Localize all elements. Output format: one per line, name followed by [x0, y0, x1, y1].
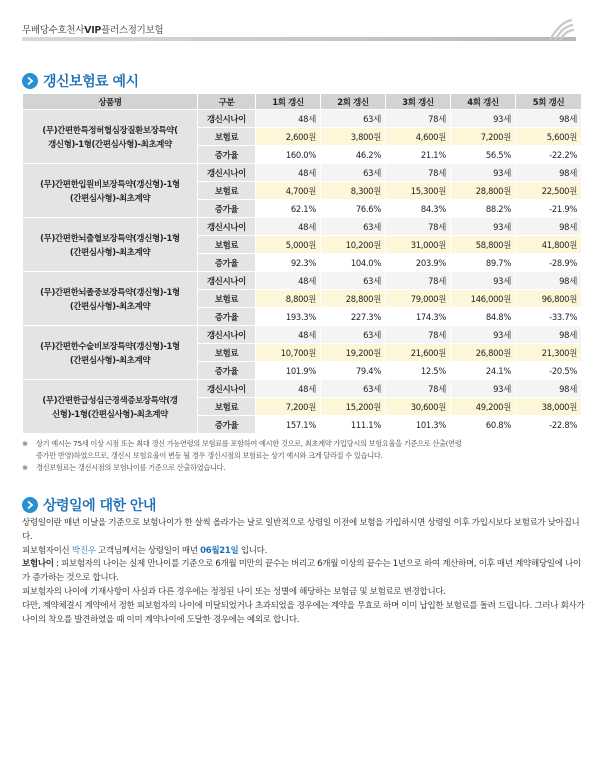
table-cell: 3,800원	[321, 128, 386, 146]
table-cell: -22.2%	[516, 146, 582, 164]
table-cell: 93세	[451, 164, 516, 182]
table-cell: 93세	[451, 110, 516, 128]
table-cell: 31,000원	[386, 236, 451, 254]
table-cell: 84.8%	[451, 308, 516, 326]
row-label: 보험료	[198, 128, 256, 146]
insured-name: 박진우	[71, 545, 96, 556]
table-cell: 48세	[256, 110, 321, 128]
table-cell: 4,700원	[256, 182, 321, 200]
table-cell: 48세	[256, 272, 321, 290]
table-cell: 79.4%	[321, 362, 386, 380]
product-name: (무)간편한뇌졸중보장특약(갱신형)-1형 (간편심사형)-최초계약	[23, 272, 198, 326]
renewal-premium-table	[22, 93, 582, 434]
table-cell: 146,000원	[451, 290, 516, 308]
row-label: 증가율	[198, 416, 256, 434]
table-cell: 48세	[256, 164, 321, 182]
paragraph: 보험나이 : 피보험자의 나이는 실제 만나이를 기준으로 6개월 미만의 끝수는 버리고 6개월 이상의 끝수는 1년으로 하여 계산하며, 이후 매년 계약해당일에 나이가 증가하는 것으로 합니다.	[22, 559, 581, 584]
table-cell: 49,200원	[451, 398, 516, 416]
table-cell: 21.1%	[386, 146, 451, 164]
company-logo-icon	[546, 18, 576, 42]
table-cell: 78세	[386, 110, 451, 128]
table-row	[23, 110, 582, 128]
table-cell: 78세	[386, 326, 451, 344]
table-cell: 10,200원	[321, 236, 386, 254]
table-cell: 28,800원	[451, 182, 516, 200]
table-cell: 56.5%	[451, 146, 516, 164]
table-cell: 89.7%	[451, 254, 516, 272]
col-header: 구분	[198, 94, 256, 110]
table-cell: 63세	[321, 218, 386, 236]
col-header: 1회 갱신	[256, 94, 321, 110]
table-cell: 78세	[386, 164, 451, 182]
table-cell: 19,200원	[321, 344, 386, 362]
table-cell: 93세	[451, 218, 516, 236]
table-cell: 227.3%	[321, 308, 386, 326]
table-cell: 5,600원	[516, 128, 582, 146]
table-cell: -20.5%	[516, 362, 582, 380]
table-cell: 157.1%	[256, 416, 321, 434]
table-cell: 5,000원	[256, 236, 321, 254]
table-cell: 78세	[386, 272, 451, 290]
table-cell: 38,000원	[516, 398, 582, 416]
chevron-right-icon	[22, 497, 38, 513]
table-cell: 62.1%	[256, 200, 321, 218]
table-cell: 8,800원	[256, 290, 321, 308]
table-cell: 111.1%	[321, 416, 386, 434]
table-cell: 10,700원	[256, 344, 321, 362]
table-cell: 30,600원	[386, 398, 451, 416]
table-cell: -33.7%	[516, 308, 582, 326]
table-cell: 24.1%	[451, 362, 516, 380]
table-cell: 2,600원	[256, 128, 321, 146]
document-title: 무배당수호천사VIP플러스정기보험	[22, 25, 164, 36]
table-cell: 22,500원	[516, 182, 582, 200]
row-label: 증가율	[198, 254, 256, 272]
table-cell: 63세	[321, 380, 386, 398]
note-mark: ※	[22, 463, 28, 472]
table-cell: 88.2%	[451, 200, 516, 218]
table-cell: 4,600원	[386, 128, 451, 146]
paragraph: 상령일이란 매년 이날을 기준으로 보험나이가 한 살씩 올라가는 날로 일반적으로 상령일 이전에 보험을 가입하시면 상령일 이후 가입시보다 보험료가 낮아집니다.	[22, 518, 580, 542]
table-cell: 78세	[386, 218, 451, 236]
col-header: 3회 갱신	[386, 94, 451, 110]
table-cell: 93세	[451, 326, 516, 344]
table-cell: -28.9%	[516, 254, 582, 272]
table-row	[23, 272, 582, 290]
table-cell: 48세	[256, 380, 321, 398]
table-cell: 101.3%	[386, 416, 451, 434]
row-label: 증가율	[198, 146, 256, 164]
row-label: 갱신시나이	[198, 218, 256, 236]
note-text: 경신보험료는 갱신시점의 보험나이를 기준으로 산출하였습니다.	[36, 463, 226, 472]
table-cell: 15,300원	[386, 182, 451, 200]
table-row	[23, 218, 582, 236]
note-mark: ※	[22, 439, 28, 448]
table-cell: 76.6%	[321, 200, 386, 218]
table-cell: -21.9%	[516, 200, 582, 218]
note-text: 증가만 반영)하였으므로, 갱신시 보험요율이 변동 될 경우 갱신시점의 보험료는 상기 예시와 크게 달라질 수 있습니다.	[36, 450, 383, 460]
table-cell: 78세	[386, 380, 451, 398]
table-cell: 96,800원	[516, 290, 582, 308]
row-label: 보험료	[198, 398, 256, 416]
row-label: 증가율	[198, 362, 256, 380]
note-text: 상기 예시는 75세 이상 시점 또는 최대 갱신 가능연령의 보험료를 포함하여 예시한 것으로, 최초계약 가입당시의 보험요율을 기준으로 산출(연령	[36, 439, 462, 448]
col-header: 5회 갱신	[516, 94, 582, 110]
chevron-right-icon	[22, 73, 38, 89]
product-name: (무)간편한급성심근경색증보장특약(갱 신형)-1형(간편심사형)-최초계약	[23, 380, 198, 434]
table-cell: 46.2%	[321, 146, 386, 164]
table-cell: 8,300원	[321, 182, 386, 200]
table-cell: 21,600원	[386, 344, 451, 362]
table-cell: 160.0%	[256, 146, 321, 164]
table-cell: 48세	[256, 218, 321, 236]
table-cell: 63세	[321, 110, 386, 128]
col-header: 상품명	[23, 94, 198, 110]
table-cell: 98세	[516, 218, 582, 236]
row-label: 보험료	[198, 344, 256, 362]
row-label: 증가율	[198, 200, 256, 218]
table-cell: 7,200원	[256, 398, 321, 416]
row-label: 보험료	[198, 290, 256, 308]
product-name: (무)간편한특정허혈심장질환보장특약( 갱신형)-1형(간편심사형)-최초계약	[23, 110, 198, 164]
table-cell: 93세	[451, 380, 516, 398]
product-name: (무)간편한입원비보장특약(갱신형)-1형 (간편심사형)-최초계약	[23, 164, 198, 218]
table-cell: 104.0%	[321, 254, 386, 272]
table-cell: 12.5%	[386, 362, 451, 380]
row-label: 갱신시나이	[198, 380, 256, 398]
table-row	[23, 326, 582, 344]
paragraph: 피보험자이신 박진우 고객님께서는 상령일이 매년 06월21일 입니다.	[22, 545, 267, 556]
table-cell: 101.9%	[256, 362, 321, 380]
header-divider	[22, 37, 576, 41]
product-name: (무)간편한뇌출혈보장특약(갱신형)-1형 (간편심사형)-최초계약	[23, 218, 198, 272]
table-row	[23, 380, 582, 398]
table-cell: 28,800원	[321, 290, 386, 308]
table-notes	[22, 438, 587, 474]
col-header: 2회 갱신	[321, 94, 386, 110]
row-label: 갱신시나이	[198, 164, 256, 182]
table-cell: 58,800원	[451, 236, 516, 254]
table-cell: -22.8%	[516, 416, 582, 434]
table-cell: 193.3%	[256, 308, 321, 326]
table-cell: 93세	[451, 272, 516, 290]
age-date-guide	[22, 517, 588, 627]
table-header-row	[23, 94, 582, 110]
table-cell: 174.3%	[386, 308, 451, 326]
section-title-renewal: 갱신보험료 예시	[22, 71, 139, 91]
table-cell: 7,200원	[451, 128, 516, 146]
table-cell: 98세	[516, 110, 582, 128]
table-cell: 41,800원	[516, 236, 582, 254]
age-date: 06월21일	[200, 545, 239, 556]
table-cell: 98세	[516, 164, 582, 182]
table-cell: 98세	[516, 380, 582, 398]
table-cell: 15,200원	[321, 398, 386, 416]
table-cell: 26,800원	[451, 344, 516, 362]
table-cell: 98세	[516, 326, 582, 344]
row-label: 갱신시나이	[198, 110, 256, 128]
row-label: 증가율	[198, 308, 256, 326]
table-cell: 79,000원	[386, 290, 451, 308]
row-label: 갱신시나이	[198, 326, 256, 344]
product-name: (무)간편한수술비보장특약(갱신형)-1형 (간편심사형)-최초계약	[23, 326, 198, 380]
col-header: 4회 갱신	[451, 94, 516, 110]
paragraph: 피보험자의 나이에 기재사항이 사실과 다른 경우에는 정정된 나이 또는 성별에 해당하는 보험금 및 보험료로 변경합니다.	[22, 586, 446, 597]
row-label: 보험료	[198, 236, 256, 254]
table-cell: 203.9%	[386, 254, 451, 272]
table-row	[23, 164, 582, 182]
table-cell: 98세	[516, 272, 582, 290]
page-header	[0, 0, 600, 44]
row-label: 갱신시나이	[198, 272, 256, 290]
section-title-age-date: 상령일에 대한 안내	[22, 495, 156, 515]
table-cell: 92.3%	[256, 254, 321, 272]
row-label: 보험료	[198, 182, 256, 200]
table-cell: 63세	[321, 272, 386, 290]
paragraph: 다만, 계약체결시 계약에서 정한 피보험자의 나이에 미달되었거나 초과되었을 경우에는 계약을 무효로 하며 이미 납입한 보험료를 돌려 드립니다. 그러나 회사가 나이의 착오를 발견하였을 때 이미 계약나이에 도달한 경우에는 예외로 합니다.	[22, 600, 585, 625]
table-cell: 21,300원	[516, 344, 582, 362]
table-cell: 63세	[321, 326, 386, 344]
table-cell: 63세	[321, 164, 386, 182]
table-cell: 84.3%	[386, 200, 451, 218]
table-cell: 60.8%	[451, 416, 516, 434]
table-cell: 48세	[256, 326, 321, 344]
